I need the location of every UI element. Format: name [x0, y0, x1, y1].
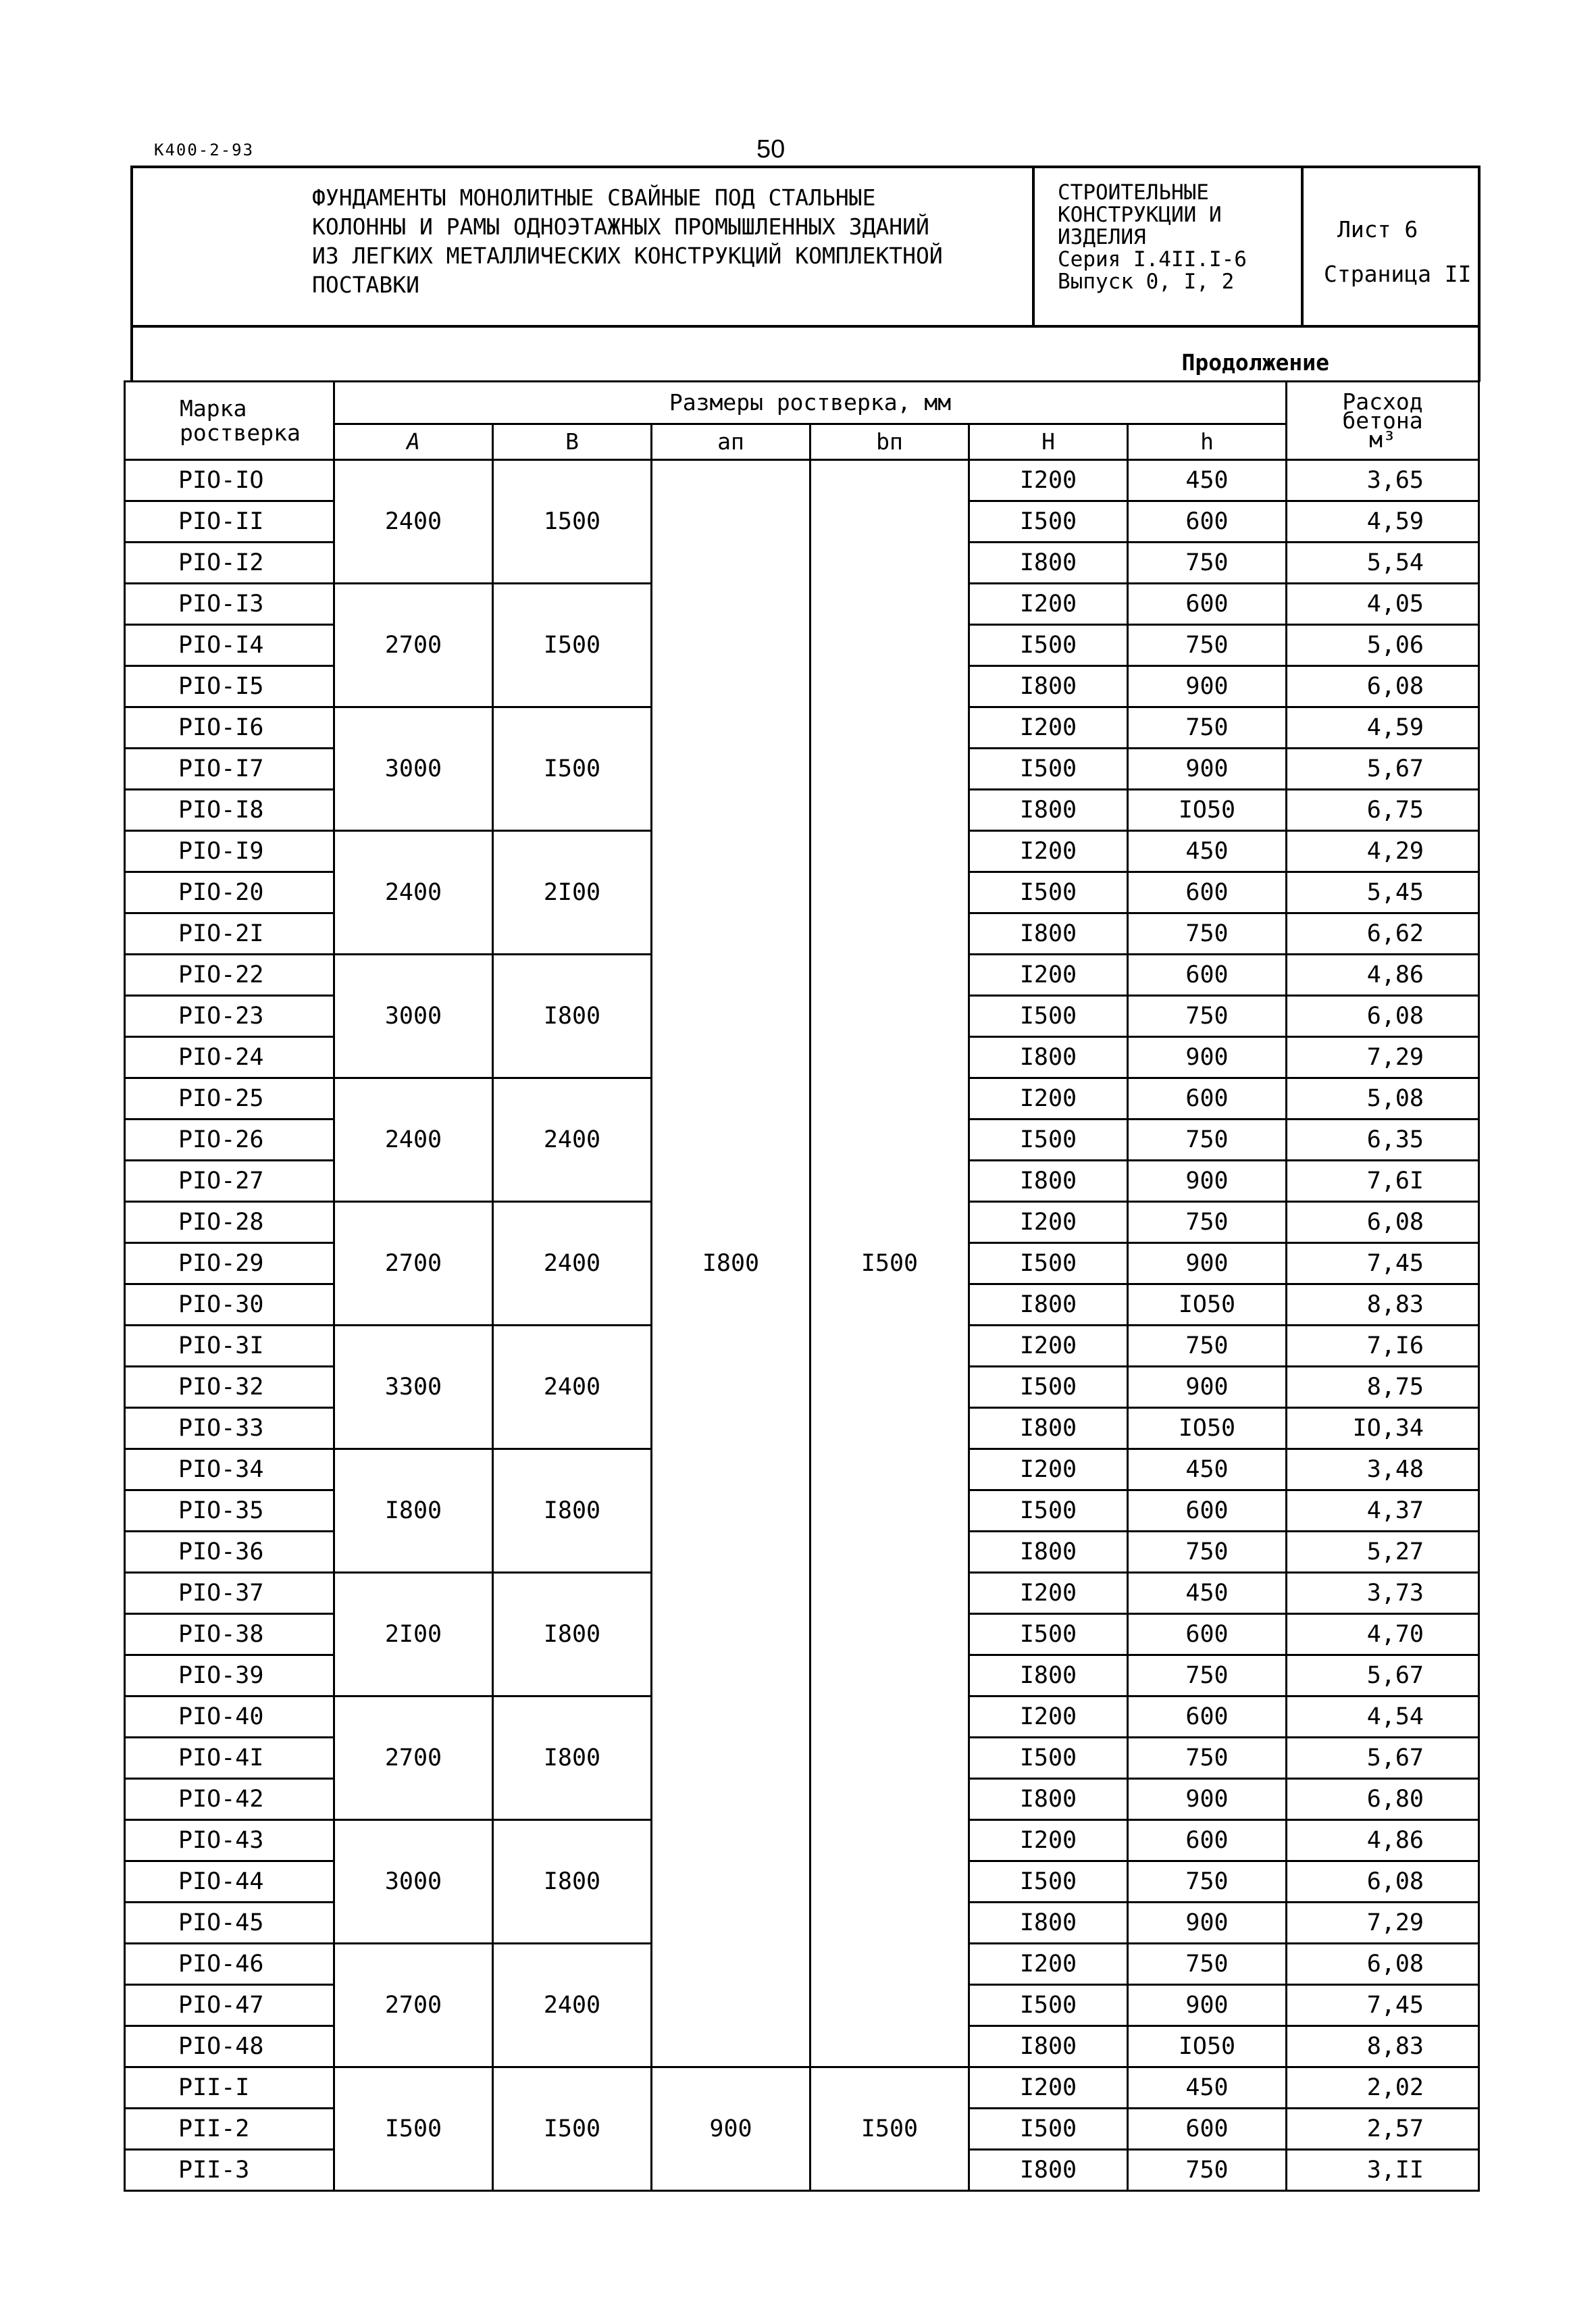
cell-concrete: 7,45: [1287, 1985, 1479, 2026]
cell-mark: PIO-46: [125, 1944, 334, 1985]
cell-concrete: 4,37: [1287, 1490, 1479, 1532]
cell-mark: PIO-IO: [125, 460, 334, 501]
cell-h: 600: [1128, 2109, 1287, 2150]
cell-H: I500: [969, 1243, 1128, 1284]
cell-h: 750: [1128, 1120, 1287, 1161]
cell-B: 2I00: [493, 831, 652, 955]
cell-mark: PIO-30: [125, 1284, 334, 1326]
cell-H: I200: [969, 1573, 1128, 1614]
cell-H: I500: [969, 1490, 1128, 1532]
cell-B: I800: [493, 1696, 652, 1820]
cell-H: I800: [969, 543, 1128, 584]
cell-concrete: 6,08: [1287, 1202, 1479, 1243]
cell-concrete: 7,45: [1287, 1243, 1479, 1284]
cell-h: 900: [1128, 1903, 1287, 1944]
cell-mark: PII-3: [125, 2150, 334, 2191]
header-concrete: Расход бетона м³: [1287, 382, 1479, 460]
cell-mark: PIO-I6: [125, 707, 334, 749]
cell-H: I800: [969, 790, 1128, 831]
grillage-table: [124, 380, 1480, 2192]
header-h: h: [1128, 424, 1287, 460]
cell-concrete: 3,65: [1287, 460, 1479, 501]
cell-H: I200: [969, 2067, 1128, 2109]
cell-concrete: 7,6I: [1287, 1161, 1479, 1202]
title-line: ИЗ ЛЕГКИХ МЕТАЛЛИЧЕСКИХ КОНСТРУКЦИЙ КОМПЛЕКТНОЙ: [312, 243, 943, 269]
cell-h: 750: [1128, 1326, 1287, 1367]
cell-concrete: 4,54: [1287, 1696, 1479, 1738]
cell-H: I500: [969, 501, 1128, 543]
cell-ap: I800: [652, 460, 810, 2067]
cell-A: 3300: [334, 1326, 493, 1449]
cell-mark: PIO-2I: [125, 913, 334, 955]
cell-A: 2400: [334, 831, 493, 955]
cell-H: I200: [969, 955, 1128, 996]
cell-mark: PIO-I4: [125, 625, 334, 666]
cell-B: I500: [493, 707, 652, 831]
cell-concrete: 6,08: [1287, 996, 1479, 1037]
cell-A: 3000: [334, 1820, 493, 1944]
cell-h: 600: [1128, 584, 1287, 625]
cell-B: I800: [493, 955, 652, 1078]
cell-h: 900: [1128, 1779, 1287, 1820]
cell-H: I500: [969, 749, 1128, 790]
cell-h: 750: [1128, 1861, 1287, 1903]
cell-H: I200: [969, 1820, 1128, 1861]
cell-h: 750: [1128, 913, 1287, 955]
header-mark: Марка ростверка: [125, 382, 334, 460]
cell-A: I500: [334, 2067, 493, 2191]
cell-h: 600: [1128, 501, 1287, 543]
cell-H: I800: [969, 1655, 1128, 1696]
cell-concrete: 7,29: [1287, 1037, 1479, 1078]
cell-B: 2400: [493, 1944, 652, 2067]
cell-h: 600: [1128, 955, 1287, 996]
series-line: Серия I.4II.I-6: [1058, 247, 1247, 272]
cell-concrete: 5,54: [1287, 543, 1479, 584]
cell-mark: PIO-42: [125, 1779, 334, 1820]
header-B: B: [493, 424, 652, 460]
cell-H: I500: [969, 1614, 1128, 1655]
cell-H: I800: [969, 2150, 1128, 2191]
cell-h: 450: [1128, 1449, 1287, 1490]
page-label: Страница II: [1324, 261, 1472, 287]
cell-B: 1500: [493, 460, 652, 584]
cell-B: I500: [493, 2067, 652, 2191]
issue-line: Выпуск 0, I, 2: [1058, 270, 1235, 294]
cell-H: I800: [969, 1903, 1128, 1944]
cell-h: 900: [1128, 749, 1287, 790]
header-A: A: [334, 424, 493, 460]
header-ap: aп: [652, 424, 810, 460]
cell-concrete: 6,75: [1287, 790, 1479, 831]
cell-h: 750: [1128, 1655, 1287, 1696]
page-number: 50: [756, 135, 786, 164]
cell-concrete: 2,02: [1287, 2067, 1479, 2109]
cell-H: I800: [969, 1037, 1128, 1078]
cell-A: 3000: [334, 707, 493, 831]
cell-h: 900: [1128, 1367, 1287, 1408]
cell-concrete: 5,27: [1287, 1532, 1479, 1573]
cell-H: I200: [969, 460, 1128, 501]
cell-concrete: 5,08: [1287, 1078, 1479, 1120]
cell-mark: PII-2: [125, 2109, 334, 2150]
cell-H: I800: [969, 913, 1128, 955]
section-line: КОНСТРУКЦИИ И: [1058, 203, 1222, 227]
cell-concrete: 6,35: [1287, 1120, 1479, 1161]
cell-H: I500: [969, 1985, 1128, 2026]
cell-A: 2700: [334, 1944, 493, 2067]
cell-h: 750: [1128, 1944, 1287, 1985]
cell-H: I800: [969, 1779, 1128, 1820]
cell-A: I800: [334, 1449, 493, 1573]
cell-H: I800: [969, 1284, 1128, 1326]
cell-A: 3000: [334, 955, 493, 1078]
cell-h: 750: [1128, 543, 1287, 584]
cell-h: 750: [1128, 996, 1287, 1037]
cell-H: I800: [969, 1532, 1128, 1573]
title-cell: [133, 168, 1035, 325]
cell-H: I500: [969, 1861, 1128, 1903]
cell-mark: PIO-47: [125, 1985, 334, 2026]
cell-mark: PIO-27: [125, 1161, 334, 1202]
cell-concrete: 7,I6: [1287, 1326, 1479, 1367]
cell-H: I500: [969, 1367, 1128, 1408]
cell-concrete: 4,59: [1287, 501, 1479, 543]
document-code: К400-2-93: [154, 141, 255, 159]
cell-mark: PIO-48: [125, 2026, 334, 2067]
cell-mark: PIO-22: [125, 955, 334, 996]
cell-h: 450: [1128, 2067, 1287, 2109]
cell-mark: PIO-26: [125, 1120, 334, 1161]
cell-A: 2700: [334, 584, 493, 707]
header-dimensions: Размеры ростверка, мм: [334, 382, 1287, 424]
cell-concrete: 4,70: [1287, 1614, 1479, 1655]
cell-h: IO50: [1128, 1408, 1287, 1449]
cell-concrete: 3,II: [1287, 2150, 1479, 2191]
title-line: ПОСТАВКИ: [312, 272, 419, 298]
cell-concrete: 4,86: [1287, 1820, 1479, 1861]
cell-concrete: 6,80: [1287, 1779, 1479, 1820]
series-cell: [1035, 168, 1304, 325]
cell-B: 2400: [493, 1078, 652, 1202]
cell-mark: PIO-29: [125, 1243, 334, 1284]
cell-bp: I500: [810, 460, 969, 2067]
cell-A: 2400: [334, 460, 493, 584]
cell-mark: PII-I: [125, 2067, 334, 2109]
cell-h: 750: [1128, 2150, 1287, 2191]
cell-mark: PIO-39: [125, 1655, 334, 1696]
sheet-cell: [1304, 168, 1479, 325]
cell-A: 2I00: [334, 1573, 493, 1696]
cell-concrete: 4,29: [1287, 831, 1479, 872]
cell-mark: PIO-36: [125, 1532, 334, 1573]
cell-h: 600: [1128, 1696, 1287, 1738]
cell-B: I800: [493, 1449, 652, 1573]
cell-mark: PIO-I3: [125, 584, 334, 625]
cell-mark: PIO-20: [125, 872, 334, 913]
cell-H: I200: [969, 1944, 1128, 1985]
cell-concrete: 5,67: [1287, 749, 1479, 790]
cell-concrete: 4,05: [1287, 584, 1479, 625]
header-H: H: [969, 424, 1128, 460]
cell-H: I200: [969, 1326, 1128, 1367]
cell-concrete: 5,06: [1287, 625, 1479, 666]
cell-mark: PIO-45: [125, 1903, 334, 1944]
cell-A: 2700: [334, 1202, 493, 1326]
cell-mark: PIO-35: [125, 1490, 334, 1532]
cell-concrete: 8,83: [1287, 2026, 1479, 2067]
sheet-number: Лист 6: [1337, 216, 1418, 243]
cell-H: I800: [969, 666, 1128, 707]
cell-B: 2400: [493, 1326, 652, 1449]
cell-mark: PIO-24: [125, 1037, 334, 1078]
cell-H: I500: [969, 996, 1128, 1037]
cell-h: 450: [1128, 831, 1287, 872]
cell-concrete: 5,45: [1287, 872, 1479, 913]
cell-mark: PIO-I8: [125, 790, 334, 831]
cell-H: I200: [969, 1449, 1128, 1490]
cell-concrete: 6,08: [1287, 1861, 1479, 1903]
cell-h: 750: [1128, 707, 1287, 749]
cell-B: I500: [493, 584, 652, 707]
cell-concrete: 4,59: [1287, 707, 1479, 749]
cell-concrete: 6,62: [1287, 913, 1479, 955]
cell-h: 900: [1128, 1985, 1287, 2026]
cell-concrete: 4,86: [1287, 955, 1479, 996]
cell-H: I800: [969, 1161, 1128, 1202]
cell-h: 600: [1128, 872, 1287, 913]
title-line: КОЛОННЫ И РАМЫ ОДНОЭТАЖНЫХ ПРОМЫШЛЕННЫХ ЗДАНИЙ: [312, 213, 929, 240]
cell-B: I800: [493, 1820, 652, 1944]
section-line: ИЗДЕЛИЯ: [1058, 225, 1146, 249]
table-row: [125, 460, 1479, 501]
cell-concrete: 6,08: [1287, 1944, 1479, 1985]
cell-mark: PIO-II: [125, 501, 334, 543]
continuation-row: [130, 328, 1481, 382]
cell-H: I200: [969, 1696, 1128, 1738]
cell-H: I200: [969, 584, 1128, 625]
cell-h: 900: [1128, 666, 1287, 707]
cell-concrete: 8,75: [1287, 1367, 1479, 1408]
cell-h: IO50: [1128, 1284, 1287, 1326]
cell-H: I200: [969, 1202, 1128, 1243]
cell-H: I800: [969, 1408, 1128, 1449]
cell-H: I200: [969, 707, 1128, 749]
cell-mark: PIO-32: [125, 1367, 334, 1408]
cell-concrete: 5,67: [1287, 1738, 1479, 1779]
continuation-label: Продолжение: [1181, 349, 1329, 376]
cell-A: 2700: [334, 1696, 493, 1820]
cell-H: I500: [969, 1738, 1128, 1779]
cell-ap: 900: [652, 2067, 810, 2191]
section-line: СТРОИТЕЛЬНЫЕ: [1058, 180, 1209, 205]
cell-h: 600: [1128, 1490, 1287, 1532]
cell-mark: PIO-I7: [125, 749, 334, 790]
cell-mark: PIO-I9: [125, 831, 334, 872]
cell-H: I500: [969, 625, 1128, 666]
cell-mark: PIO-4I: [125, 1738, 334, 1779]
cell-h: 450: [1128, 460, 1287, 501]
cell-mark: PIO-28: [125, 1202, 334, 1243]
cell-h: 750: [1128, 625, 1287, 666]
cell-concrete: 8,83: [1287, 1284, 1479, 1326]
cell-concrete: 5,67: [1287, 1655, 1479, 1696]
title-block: [130, 166, 1481, 328]
cell-h: IO50: [1128, 2026, 1287, 2067]
cell-mark: PIO-43: [125, 1820, 334, 1861]
cell-mark: PIO-33: [125, 1408, 334, 1449]
cell-B: I800: [493, 1573, 652, 1696]
cell-concrete: 2,57: [1287, 2109, 1479, 2150]
cell-H: I500: [969, 872, 1128, 913]
cell-B: 2400: [493, 1202, 652, 1326]
cell-mark: PIO-38: [125, 1614, 334, 1655]
cell-mark: PIO-23: [125, 996, 334, 1037]
cell-concrete: IO,34: [1287, 1408, 1479, 1449]
title-line: ФУНДАМЕНТЫ МОНОЛИТНЫЕ СВАЙНЫЕ ПОД СТАЛЬНЫЕ: [312, 184, 876, 211]
cell-bp: I500: [810, 2067, 969, 2191]
cell-H: I500: [969, 1120, 1128, 1161]
cell-H: I800: [969, 2026, 1128, 2067]
cell-h: 450: [1128, 1573, 1287, 1614]
header-bp: bп: [810, 424, 969, 460]
cell-mark: PIO-25: [125, 1078, 334, 1120]
cell-h: 600: [1128, 1078, 1287, 1120]
cell-mark: PIO-34: [125, 1449, 334, 1490]
cell-concrete: 7,29: [1287, 1903, 1479, 1944]
cell-H: I200: [969, 831, 1128, 872]
cell-mark: PIO-40: [125, 1696, 334, 1738]
cell-mark: PIO-I5: [125, 666, 334, 707]
cell-H: I500: [969, 2109, 1128, 2150]
cell-A: 2400: [334, 1078, 493, 1202]
cell-h: 900: [1128, 1161, 1287, 1202]
cell-h: 750: [1128, 1738, 1287, 1779]
cell-h: 750: [1128, 1202, 1287, 1243]
cell-h: 600: [1128, 1820, 1287, 1861]
cell-concrete: 3,48: [1287, 1449, 1479, 1490]
cell-h: 900: [1128, 1243, 1287, 1284]
cell-h: 600: [1128, 1614, 1287, 1655]
cell-mark: PIO-44: [125, 1861, 334, 1903]
cell-mark: PIO-3I: [125, 1326, 334, 1367]
cell-concrete: 3,73: [1287, 1573, 1479, 1614]
cell-h: 750: [1128, 1532, 1287, 1573]
cell-H: I200: [969, 1078, 1128, 1120]
cell-concrete: 6,08: [1287, 666, 1479, 707]
cell-mark: PIO-I2: [125, 543, 334, 584]
cell-h: 900: [1128, 1037, 1287, 1078]
cell-h: IO50: [1128, 790, 1287, 831]
cell-mark: PIO-37: [125, 1573, 334, 1614]
table-row: [125, 2067, 1479, 2109]
